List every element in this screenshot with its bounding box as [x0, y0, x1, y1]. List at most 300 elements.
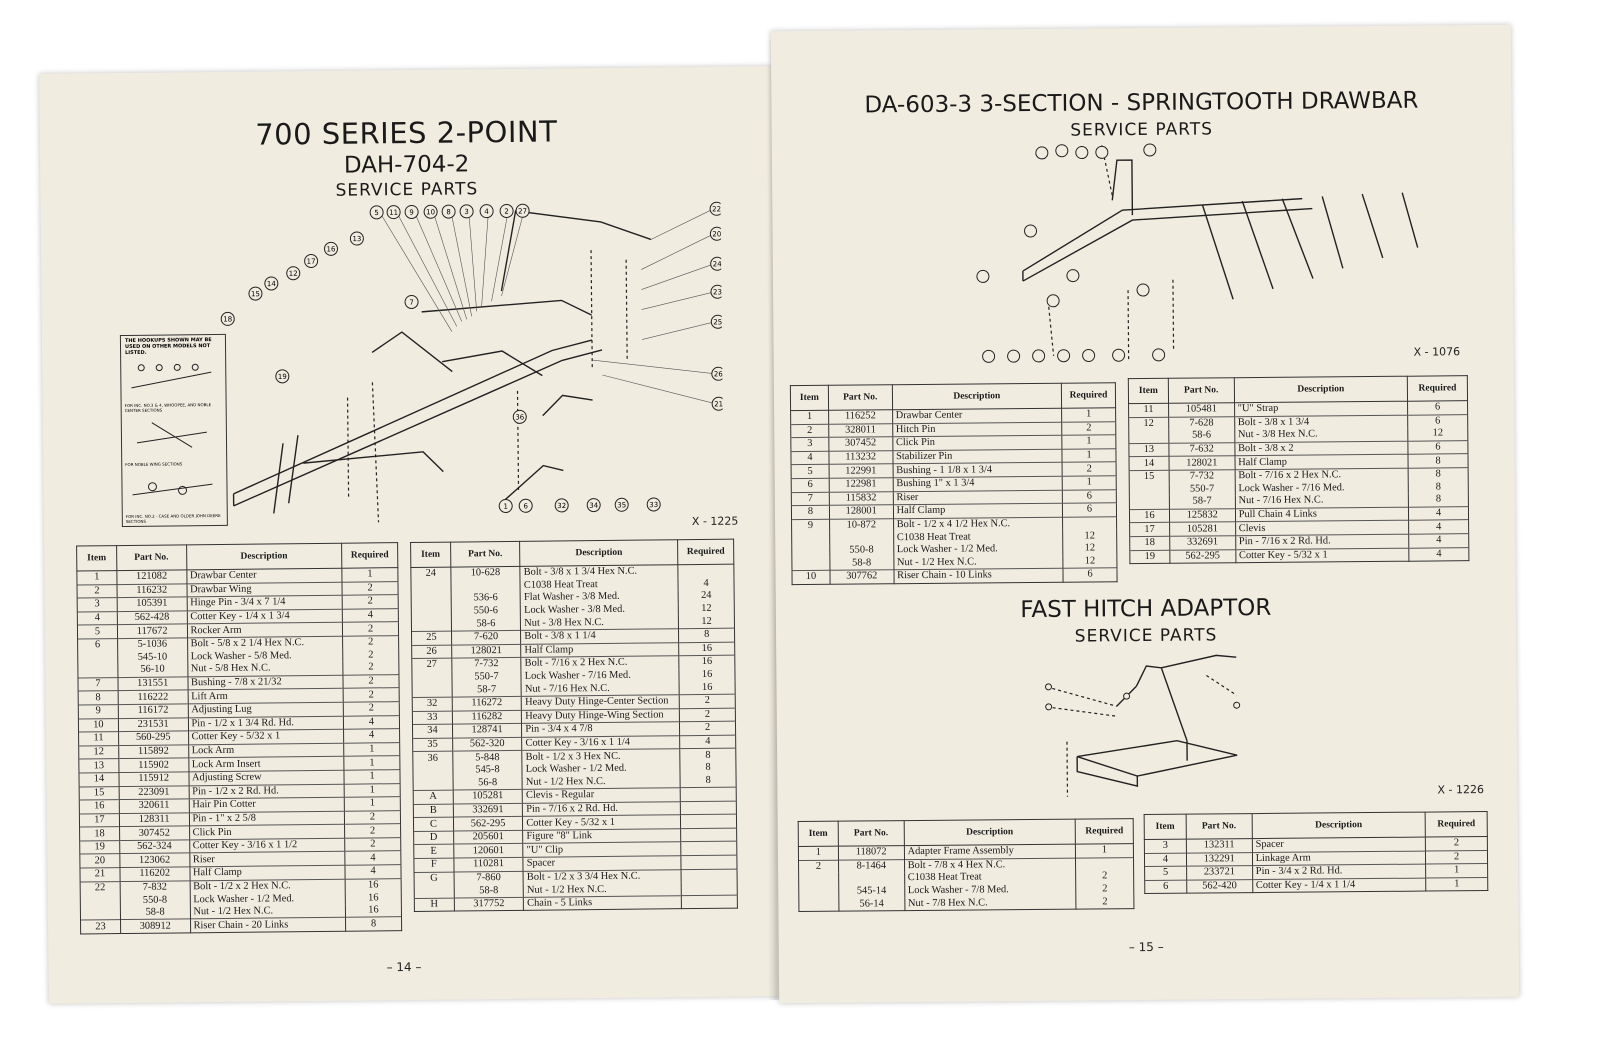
required-cell: 1: [344, 756, 400, 770]
part-no-cell: 550-7: [1169, 483, 1235, 496]
required-cell: [1063, 516, 1117, 530]
table-row: [414, 895, 737, 912]
callout-balloon: [587, 499, 600, 512]
required-cell: 2: [344, 810, 400, 824]
required-cell: 2: [345, 837, 401, 851]
section-title: FAST HITCH ADAPTOR: [1020, 594, 1272, 624]
description-cell: Cotter Key - 1/4 x 1 1/4: [1252, 878, 1426, 893]
description-cell: Pin - 3/4 x 4 7/8: [522, 722, 680, 737]
required-cell: 2: [343, 702, 399, 716]
required-cell: 1: [1062, 449, 1116, 463]
description-cell: Heavy Duty Hinge-Center Section: [521, 695, 679, 710]
part-no-cell: 56-10: [118, 664, 188, 678]
callout-balloon: [387, 206, 400, 219]
callout-number: 6: [523, 502, 528, 511]
part-no-cell: 116202: [120, 867, 190, 881]
item-cell: 18: [80, 827, 120, 841]
item-cell: 10: [792, 570, 830, 584]
part-no-cell: 115832: [829, 491, 893, 505]
required-cell: 16: [679, 681, 735, 695]
required-cell: 2: [1062, 462, 1116, 476]
description-cell: Lock Arm: [188, 743, 344, 758]
required-cell: 4: [1409, 520, 1469, 534]
callout-balloon: [405, 295, 418, 308]
description-cell: Nut - 7/16 Hex N.C.: [521, 682, 679, 697]
part-no-cell: 123062: [120, 853, 190, 867]
part-no-cell: 58-8: [454, 884, 524, 898]
description-cell: Heavy Duty Hinge-Wing Section: [522, 708, 680, 723]
col-part-no: Part No.: [1168, 378, 1234, 404]
part-no-cell: 560-295: [118, 731, 188, 745]
required-cell: 2: [679, 694, 735, 708]
description-cell: Lift Arm: [188, 689, 344, 704]
required-cell: 2: [680, 708, 736, 722]
description-cell: Nut - 3/8 Hex N.C.: [521, 616, 679, 631]
item-cell: [413, 777, 453, 791]
item-cell: 1: [77, 571, 117, 585]
required-cell: 4: [343, 715, 399, 729]
parts-table-body: [1144, 837, 1487, 894]
required-cell: 16: [345, 891, 401, 904]
item-cell: [411, 605, 451, 618]
description-cell: Bolt - 7/16 x 2 Hex N.C.: [521, 656, 679, 671]
callout-balloon: [221, 312, 234, 325]
required-cell: 2: [343, 688, 399, 702]
parts-table-2: [1128, 375, 1470, 564]
table-row: [1130, 547, 1469, 564]
description-cell: Lock Washer - 3/8 Med.: [521, 603, 679, 617]
fast-hitch-adaptor-diagram: [1036, 645, 1257, 807]
required-cell: 2: [343, 649, 399, 662]
item-cell: 6: [78, 639, 118, 653]
col-required: Required: [1075, 819, 1133, 845]
part-no-cell: 117672: [117, 624, 187, 638]
required-cell: [1076, 857, 1134, 871]
item-cell: 3: [791, 437, 829, 451]
part-no-cell: 332691: [453, 803, 523, 817]
description-cell: Bolt - 5/8 x 2 1/4 Hex N.C.: [187, 636, 343, 651]
part-no-cell: 7-732: [1169, 470, 1235, 484]
description-cell: Rocker Arm: [187, 623, 343, 638]
required-cell: 16: [679, 642, 735, 656]
required-cell: 12: [1408, 427, 1468, 441]
description-cell: Bolt - 3/8 x 2: [1235, 441, 1409, 456]
callout-balloon: [710, 202, 723, 215]
callout-balloon: [249, 287, 262, 300]
item-cell: 12: [79, 745, 119, 759]
item-cell: 9: [792, 519, 830, 532]
callout-number: 4: [484, 207, 489, 216]
callout-number: 15: [250, 290, 260, 299]
required-cell: 8: [679, 628, 735, 642]
required-cell: 1: [342, 568, 398, 582]
part-no-cell: 550-8: [830, 544, 894, 557]
description-cell: Bolt - 3/8 x 1 1/4: [521, 629, 679, 644]
part-no-cell: 5-848: [453, 751, 523, 765]
callout-balloon: [647, 498, 660, 511]
description-cell: Lock Washer - 7/16 Med.: [1235, 481, 1409, 495]
callout-balloon: [500, 204, 513, 217]
description-cell: Bolt - 7/8 x 4 Hex N.C.: [904, 858, 1076, 873]
description-cell: Cotter Key - 5/32 x 1: [188, 729, 344, 744]
item-cell: 3: [1144, 839, 1186, 853]
part-no-cell: 10-872: [829, 518, 893, 532]
required-cell: [681, 882, 737, 896]
description-cell: Cotter Key - 5/32 x 1: [523, 815, 681, 830]
parts-table-2: [410, 539, 738, 913]
description-cell: Hair Pin Cotter: [189, 797, 345, 812]
hookup-sketch-1: [121, 357, 225, 398]
description-cell: Adapter Frame Assembly: [904, 844, 1076, 859]
callout-balloon: [276, 370, 289, 383]
required-cell: 16: [679, 668, 735, 681]
required-cell: [681, 828, 737, 842]
part-no-cell: 122991: [829, 464, 893, 478]
description-cell: Nut - 1/2 Hex N.C.: [523, 882, 681, 897]
callout-number: 5: [374, 208, 379, 217]
part-no-cell: 132291: [1186, 852, 1252, 866]
part-no-cell: 58-6: [1169, 429, 1235, 443]
callout-number: 24: [712, 260, 722, 269]
item-cell: 8: [78, 691, 118, 705]
parts-table-1: [76, 542, 402, 934]
required-cell: 16: [679, 655, 735, 669]
description-cell: C1038 Heat Treat: [520, 578, 678, 592]
item-cell: 21: [80, 868, 120, 882]
required-cell: 2: [342, 595, 398, 609]
hookup-caption-3: FOR INC. NO.2 - CASE AND OLDER JOHN DEERE SECTIONS: [125, 512, 221, 524]
item-cell: 19: [80, 840, 120, 854]
col-required: Required: [678, 539, 734, 565]
required-cell: 4: [344, 729, 400, 743]
required-cell: [681, 814, 737, 828]
part-no-cell: 116232: [117, 583, 187, 597]
part-no-cell: 320611: [119, 799, 189, 813]
item-cell: [78, 664, 118, 678]
part-no-cell: 56-14: [839, 897, 905, 911]
required-cell: 6: [1408, 440, 1468, 454]
part-no-cell: 122981: [829, 478, 893, 492]
required-cell: 6: [1062, 489, 1116, 503]
callout-balloon: [442, 205, 455, 218]
table-row: [799, 895, 1134, 911]
col-description: Description: [892, 383, 1062, 409]
part-no-cell: 562-420: [1187, 879, 1253, 893]
description-cell: Bolt - 1/2 x 3 Hex NC.: [522, 749, 680, 764]
required-cell: 1: [1062, 476, 1116, 490]
item-cell: D: [414, 831, 454, 845]
callout-number: 2: [504, 207, 509, 216]
required-cell: [680, 787, 736, 801]
page-title: 700 SERIES 2-POINT: [255, 114, 558, 152]
description-cell: Bolt - 3/8 x 1 3/4: [1234, 415, 1408, 430]
item-cell: 1: [798, 846, 838, 860]
description-cell: Pull Chain 4 Links: [1235, 507, 1409, 522]
required-cell: 2: [343, 661, 399, 675]
item-cell: 24: [411, 567, 451, 581]
description-cell: Drawbar Center: [186, 568, 342, 583]
col-description: Description: [186, 543, 342, 570]
description-cell: Lock Washer - 1/2 Med.: [190, 892, 346, 906]
required-cell: 12: [678, 602, 734, 615]
callout-balloon: [711, 315, 724, 328]
item-cell: [1129, 430, 1169, 443]
part-no-cell: 545-10: [118, 651, 188, 664]
part-no-cell: 233721: [1186, 866, 1252, 880]
description-cell: Bushing 1" x 1 3/4: [893, 476, 1063, 491]
required-cell: 8: [1408, 468, 1468, 482]
required-cell: 16: [345, 878, 401, 892]
callout-number: 36: [515, 413, 525, 422]
callout-number: 17: [306, 257, 316, 266]
part-no-cell: 545-14: [839, 885, 905, 898]
callout-number: 33: [649, 501, 659, 510]
item-cell: 3: [77, 598, 117, 612]
description-cell: Hinge Pin - 3/4 x 7 1/4: [187, 595, 343, 610]
col-item: Item: [798, 821, 838, 846]
item-cell: G: [414, 872, 454, 886]
description-cell: Cotter Key - 5/32 x 1: [1235, 548, 1409, 563]
item-cell: [792, 545, 830, 558]
part-no-cell: 5-1036: [117, 638, 187, 652]
item-cell: 16: [1129, 509, 1169, 523]
callout-balloon: [350, 232, 363, 245]
hookup-note: THE HOOKUPS SHOWN MAY BE USED ON OTHER MODELS NOT LISTED.: [124, 337, 212, 356]
required-cell: 2: [343, 636, 399, 650]
description-cell: Half Clamp: [189, 865, 345, 880]
callout-number: 32: [557, 501, 567, 511]
part-no-cell: [830, 532, 894, 545]
item-cell: 14: [1129, 457, 1169, 471]
parts-table-body: [791, 408, 1118, 585]
item-cell: 10: [78, 718, 118, 732]
description-cell: Clevis: [1235, 521, 1409, 536]
item-cell: [1129, 483, 1169, 496]
col-description: Description: [520, 540, 678, 567]
description-cell: Nut - 7/8 Hex N.C.: [904, 896, 1076, 911]
part-no-cell: 115892: [119, 745, 189, 759]
item-cell: [412, 671, 452, 684]
part-no-cell: 128021: [1169, 456, 1235, 470]
required-cell: 4: [678, 577, 734, 590]
callout-balloon: [712, 367, 724, 380]
description-cell: Spacer: [1252, 837, 1426, 852]
required-cell: 2: [343, 622, 399, 636]
part-no-cell: 121082: [117, 570, 187, 584]
col-item: Item: [1144, 814, 1186, 839]
callout-balloon: [555, 499, 568, 512]
item-cell: [799, 885, 839, 898]
col-part-no: Part No.: [116, 545, 186, 571]
part-no-cell: 110281: [454, 857, 524, 871]
callout-number: 20: [712, 230, 722, 239]
required-cell: 12: [1063, 542, 1117, 555]
callout-balloon: [615, 498, 628, 511]
item-cell: 15: [1129, 470, 1169, 483]
hookup-caption-2: FOR NOBLE WING SECTIONS: [125, 461, 183, 467]
callout-number: 22: [712, 205, 722, 214]
description-cell: Bolt - 1/2 x 4 1/2 Hex N.C.: [893, 517, 1063, 532]
required-cell: 8: [1408, 493, 1468, 507]
part-no-cell: 231531: [118, 717, 188, 731]
required-cell: 8: [1408, 481, 1468, 494]
description-cell: Adjusting Lug: [188, 702, 344, 717]
part-no-cell: 58-8: [120, 906, 190, 920]
diagram-reference: X - 1225: [691, 514, 739, 529]
item-cell: 2: [77, 584, 117, 598]
item-cell: 5: [77, 625, 117, 639]
item-cell: 34: [412, 724, 452, 738]
description-cell: Chain - 5 Links: [524, 896, 682, 911]
required-cell: [680, 801, 736, 815]
required-cell: 2: [1426, 850, 1488, 864]
table-row: [81, 917, 402, 934]
part-no-cell: 328011: [829, 423, 893, 437]
col-required: Required: [1061, 383, 1115, 408]
item-cell: [80, 907, 120, 921]
callout-number: 35: [617, 501, 627, 510]
part-no-cell: 307452: [119, 826, 189, 840]
item-cell: [80, 894, 120, 907]
description-cell: Figure "8" Link: [523, 829, 681, 844]
callout-number: 1: [503, 502, 508, 511]
required-cell: 8: [680, 774, 736, 788]
col-required: Required: [1425, 812, 1487, 838]
description-cell: Bushing - 1 1/8 x 1 3/4: [893, 463, 1063, 478]
required-cell: 4: [1409, 547, 1469, 561]
item-cell: 16: [79, 800, 119, 814]
item-cell: 15: [79, 786, 119, 800]
item-cell: E: [414, 845, 454, 859]
parts-table-body: [798, 844, 1134, 912]
item-cell: 17: [79, 813, 119, 827]
part-no-cell: 128311: [119, 813, 189, 827]
item-cell: [792, 557, 830, 570]
part-no-cell: 58-6: [451, 617, 521, 631]
diagram-reference: X - 1226: [1437, 783, 1484, 797]
description-cell: Cotter Key - 3/16 x 1 1/2: [189, 838, 345, 853]
description-cell: Stabilizer Pin: [893, 449, 1063, 464]
item-cell: 4: [791, 451, 829, 465]
callout-number: 10: [426, 208, 436, 217]
col-description: Description: [1252, 812, 1426, 839]
required-cell: 2: [1425, 837, 1487, 851]
diagram-canvas: [942, 137, 1484, 372]
item-cell: 13: [1129, 443, 1169, 457]
description-cell: Clevis - Regular: [522, 788, 680, 803]
description-cell: Adjusting Screw: [188, 770, 344, 785]
item-cell: 26: [412, 645, 452, 659]
col-part-no: Part No.: [838, 821, 904, 847]
required-cell: 2: [343, 674, 399, 688]
callout-number: 9: [409, 208, 414, 217]
part-no-cell: 128021: [451, 644, 521, 658]
required-cell: 4: [680, 735, 736, 749]
description-cell: Bolt - 7/16 x 2 Hex N.C.: [1235, 468, 1409, 483]
part-no-cell: 562-295: [1170, 549, 1236, 563]
required-cell: 4: [345, 865, 401, 879]
item-cell: 2: [791, 424, 829, 438]
description-cell: Hitch Pin: [892, 422, 1062, 437]
description-cell: Nut - 1/2 Hex N.C.: [522, 775, 680, 790]
required-cell: 8: [1408, 454, 1468, 468]
required-cell: 1: [1426, 877, 1488, 891]
item-cell: [414, 885, 454, 899]
callout-balloon: [460, 205, 473, 218]
page-number: – 14 –: [386, 959, 422, 975]
description-cell: Nut - 7/16 Hex N.C.: [1235, 494, 1409, 509]
part-no-cell: 7-832: [120, 880, 190, 894]
description-cell: "U" Clip: [523, 842, 681, 857]
description-cell: Lock Washer - 7/8 Med.: [904, 883, 1076, 897]
required-cell: 6: [1408, 414, 1468, 428]
part-no-cell: 7-860: [454, 871, 524, 885]
part-no-cell: 58-7: [452, 683, 522, 697]
callout-balloon: [513, 410, 526, 423]
part-no-cell: 131551: [118, 677, 188, 691]
required-cell: 1: [344, 797, 400, 811]
callout-balloon: [305, 254, 318, 267]
item-cell: 17: [1130, 523, 1170, 537]
item-cell: 33: [412, 711, 452, 725]
page-14: [39, 66, 782, 1004]
description-cell: Half Clamp: [1235, 455, 1409, 470]
diagram-reference: X - 1076: [1413, 345, 1461, 359]
col-description: Description: [904, 819, 1076, 845]
item-cell: C: [413, 817, 453, 831]
item-cell: 4: [77, 611, 117, 625]
required-cell: 12: [679, 615, 735, 629]
description-cell: Nut - 1/2 Hex N.C.: [190, 905, 346, 920]
item-cell: [799, 898, 839, 911]
required-cell: [681, 895, 737, 909]
part-no-cell: 7-732: [452, 658, 522, 672]
callout-number: 21: [714, 400, 724, 409]
item-cell: [413, 764, 453, 777]
part-no-cell: 125832: [1169, 508, 1235, 522]
description-cell: Drawbar Wing: [186, 582, 342, 597]
required-cell: 2: [1062, 421, 1116, 435]
callout-number: 23: [712, 288, 722, 297]
callout-balloon: [516, 204, 529, 217]
part-no-cell: 115912: [119, 772, 189, 786]
hookup-caption-1: FOR INC. NO.3 & 4, WHOOPEE, AND NOBLE CENTER SECTIONS: [124, 402, 212, 413]
required-cell: 4: [1409, 506, 1469, 520]
callout-number: 16: [326, 245, 336, 254]
col-required: Required: [342, 543, 398, 569]
item-cell: 14: [79, 772, 119, 786]
callout-number: 7: [409, 298, 414, 307]
required-cell: 2: [680, 721, 736, 735]
part-no-cell: 116272: [452, 696, 522, 710]
item-cell: 4: [1144, 853, 1186, 867]
callout-number: 18: [223, 315, 233, 324]
description-cell: Pin - 1/2 x 1 3/4 Rd. Hd.: [188, 716, 344, 731]
callout-number: 11: [389, 208, 399, 217]
item-cell: [411, 580, 451, 593]
description-cell: Bolt - 1/2 x 2 Hex N.C.: [190, 879, 346, 894]
part-no-cell: 562-295: [453, 817, 523, 831]
required-cell: 1: [1426, 864, 1488, 878]
item-cell: [1129, 496, 1169, 509]
part-no-cell: 113232: [829, 450, 893, 464]
parts-table-body: [77, 568, 402, 934]
description-cell: Half Clamp: [521, 642, 679, 657]
col-part-no: Part No.: [450, 541, 520, 567]
required-cell: 12: [1063, 530, 1117, 543]
hookup-sketch-2: [122, 412, 226, 457]
callout-balloon: [499, 499, 512, 512]
